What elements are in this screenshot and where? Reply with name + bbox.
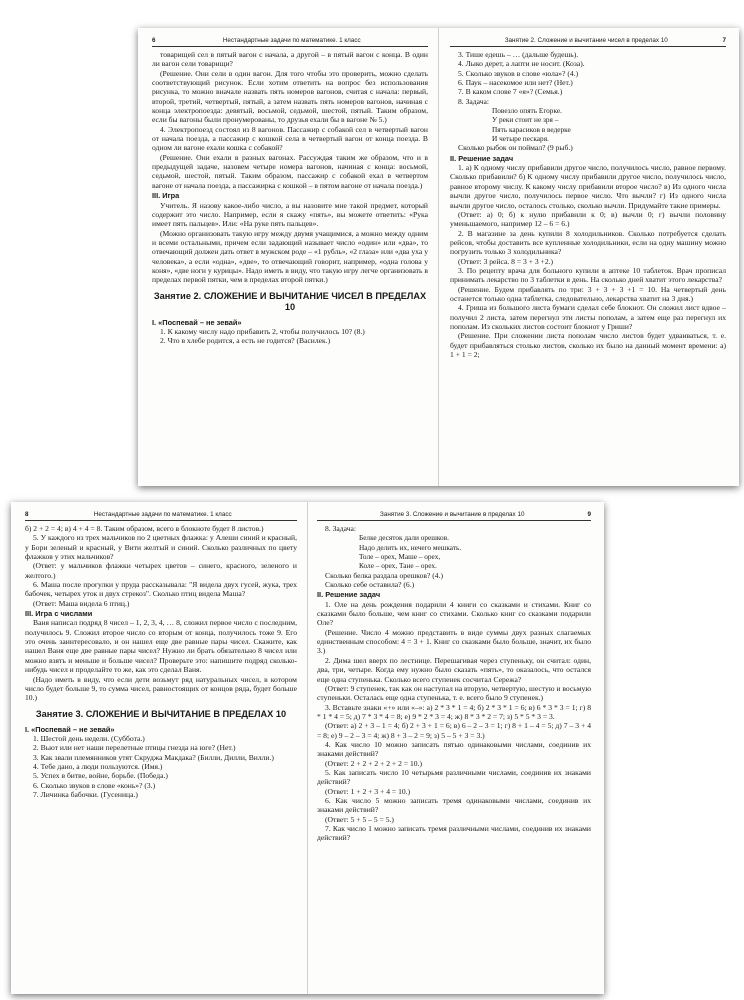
- verse-line: Толе – орех, Маше – орех,: [359, 552, 441, 562]
- page-9: [317, 502, 591, 994]
- page-body: [152, 50, 428, 346]
- question-item: 1. Шестой день недели. (Суббота.): [33, 733, 145, 743]
- paragraph: (Решение. Будем прибавлять по три: 3 + 3 + 3 +1 = 10. На четвертый день останется только одна таблетка, следовательно, лекарства хватит на 3 дня.): [450, 284, 726, 303]
- page-fold: [438, 28, 439, 486]
- verse-line: И четыре пескаря.: [492, 134, 549, 144]
- page-number: 9: [587, 511, 591, 518]
- paragraph: (Решение. При сложении листа пополам число листов будет удваиваться, т. е. будет прибавляться столько листов, сколько их было на данный момент времени: а) 1 + 1 = 2;: [450, 331, 726, 359]
- paragraph: (Можно организовать такую игру между двумя учащимися, а можно между одним и всеми остальными, причем если задающий называет число «один» или «два», то отвечающий должен дать ответ в мужском роде – «1 рубль», «2 глаза» или «два уха у человека», а если «одна», «две», то отвечающий говорит, например, «одна голова у коня», «две ноги у курицы». Надо иметь в виду, что такую игру легче организовать в пределах первой пятки, чем в пределах второй пятки.): [152, 228, 428, 285]
- question-item: 6. Сколько звуков в слове «конь»? (3.): [33, 780, 156, 790]
- running-head-title: Занятие 3. Сложение и вычитание в пределах 10: [380, 511, 525, 518]
- paragraph: (Ответ: Маша видела 6 птиц.): [33, 598, 130, 608]
- running-header: [450, 36, 726, 47]
- page-fold: [307, 502, 308, 994]
- question-item: 6. Паук – насекомое или нет? (Нет.): [458, 78, 573, 88]
- page-7: [450, 28, 726, 486]
- page-8: [25, 502, 297, 994]
- paragraph: (Решение. Они ехали в разных вагонах. Рассуждая таким же образом, что и в предыдущей задаче, назовем четыре номера вагонов, начиная с конца: восьмой, седьмой, шестой, пятый. Таким образом, пассажир с собакой ехал в четвертом вагоне от начала поезда, а пассажирка с кошкой – в пятом вагоне от начала поезда.): [152, 152, 428, 190]
- question-item: 2. Что в хлебе родится, а есть не годится? (Василек.): [160, 336, 331, 346]
- book-spread-pages-6-7: [138, 28, 739, 486]
- question-item: 7. Личинка бабочки. (Гусеница.): [33, 789, 138, 799]
- running-header: [152, 36, 428, 47]
- paragraph: 3. По рецепту врача для больного купили в аптеке 10 таблеток. Врач прописал принимать лекарство по 3 таблетки в день. На сколько дней хватит этого лекарства?: [450, 265, 726, 285]
- paragraph: (Надо иметь в виду, что если дети возьмут ряд натуральных чисел, в котором число будет больше 9, то сумма чисел, равностоящих от концов ряда, будет больше 10.): [25, 674, 297, 703]
- paragraph: товарищей сел в пятый вагон с начала, а другой – в пятый вагон с конца. В один ли вагон сели товарищи?: [152, 50, 428, 69]
- page-body: [317, 524, 591, 843]
- page-number: 8: [25, 511, 29, 518]
- chapter-title: Занятие 3. СЛОЖЕНИЕ И ВЫЧИТАНИЕ В ПРЕДЕЛАХ 10: [35, 708, 287, 719]
- question-item: 3. Как звали племянников утят Скруджа Макдака? (Билли, Дилли, Вилли.): [33, 752, 274, 762]
- section-heading: I. «Поспевай – не зевай»: [25, 724, 115, 734]
- book-spread-pages-8-9: [11, 502, 604, 994]
- section-heading: II. Решение задач: [317, 590, 381, 600]
- paragraph: 6. Как число 5 можно записать тремя одинаковыми числами, соединив их знаками действий?: [317, 795, 591, 815]
- question-item: 5. Успех в битве, войне, борьбе. (Победа.): [33, 771, 168, 781]
- section-heading: I. «Поспевай – не зевай»: [152, 317, 242, 327]
- paragraph: (Ответ: 2 + 2 + 2 + 2 + 2 = 10.): [325, 758, 422, 768]
- paragraph: 3. Вставьте знаки «+» или «–»: а) 2 * 3 * 1 = 4; б) 2 * 3 * 1 = 6; в) 6 * 3 * 3 = 1; г) 8 * 1 * 4 = 5; д) 7 * 3 * 4 = 8; е) 9 * 2 * 3 = 4; ж) 8 * 3 * 2 = 7; з) 5 * 5 * 3 = 3.: [317, 702, 591, 721]
- verse-line: У реки стоит не зря –: [492, 115, 559, 125]
- running-head-title: Нестандартные задачи по математике. 1 класс: [93, 511, 232, 518]
- paragraph: Ваня написал подряд 8 чисел – 1, 2, 3, 4, … 8, сложил первое число с последним, получилось 9. Сложил второе число со вторым от конца, получилось тоже 9. Его это очень заинтересовало, и он нашел еще две равные пары чисел. Скажите, как нашел Ваня еще две равные пары чисел? Нужно ли брать обязательно 8 чисел или можно взять и меньше и больше чисел? Проверьте это: напишите подряд сколько-нибудь чисел и проделайте то же, как это сделал Ваня.: [25, 618, 297, 675]
- paragraph: (Ответ: 5 + 5 – 5 = 5.): [325, 814, 394, 824]
- paragraph: (Ответ: 9 ступенек, так как он наступал на вторую, четвертую, шестую и восьмую ступеньки. Осталась еще одна ступенька, т. е. всего было 9 ступенек.): [317, 683, 591, 703]
- paragraph: 5. Как записать число 10 четырьмя различными числами, соединив их знаками действий?: [317, 767, 591, 787]
- question-item: 7. В каком слове 7 «я»? (Семья.): [458, 87, 563, 97]
- paragraph: 5. У каждого из трех мальчиков по 2 цветных флажка: у Алеши синий и красный, у Бори зеленый и красный, у Вити желтый и синий. Сколько различных по цвету флажков у этих мальчиков?: [25, 533, 297, 562]
- paragraph: Сколько белка раздала орешков? (4.): [325, 570, 443, 580]
- page-body: [450, 50, 726, 359]
- verse-line: Пять карасиков в ведерке: [492, 124, 571, 134]
- paragraph: 4. Электропоезд состоял из 8 вагонов. Пассажир с собакой сел в четвертый вагон от начала поезда, а пассажир с кошкой села в четвертый вагон от конца поезда. В одном ли вагоне ехали кошка с собакой?: [152, 124, 428, 153]
- paragraph: Сколько рыбок он поймал? (9 рыб.): [458, 143, 573, 153]
- paragraph: Сколько себе оставила? (6.): [325, 580, 415, 590]
- paragraph: 1. а) К одному числу прибавили другое число, получилось число, равное первому. Сколько прибавили? б) К одному числу прибавили другое число, получилось число, равное второму числу. К какому числу прибавили второе число? в) Из одного числа вычли другое число, получилось первое число. Что вычли? г) Из одного числа вычли другое число, осталось столько, сколько вычли. Придумайте такие примеры.: [450, 163, 726, 210]
- paragraph: (Решение. Они сели в один вагон. Для того чтобы это проверить, можно сделать соответствующий рисунок. Если хотим ответить на вопрос без использования рисунка, то можно вначале назвать пять номеров вагонов, считая с начала: первый, второй, третий, четвертый, пятый, а затем назвать пять номеров вагонов, начиная с конца электропоезда: девятый, восьмой, седьмой, шестой, пятый. Таким образом, если бы вагоны были пронумерованы, то друзья ехали бы в вагоне № 5.): [152, 68, 428, 125]
- verse-line: Белке десяток дали орешков.: [359, 533, 449, 543]
- paragraph: (Ответ: у мальчиков флажки четырех цветов – синего, красного, зеленого и желтого.): [25, 561, 297, 580]
- verse-line: Надо делить их, нечего мешкать.: [359, 542, 462, 552]
- page-number: 6: [152, 37, 156, 44]
- paragraph: 2. Дима шел вверх по лестнице. Перешагивая через ступеньку, он считал: один, два, три, четыре. Когда ему нужно было сказать «пять», то оказалось, что остался еще одна ступенька. Сколько всего ступенек сосчитал Сережа?: [317, 655, 591, 684]
- paragraph: (Ответ: а) 2 + 3 – 1 = 4; б) 2 + 3 + 1 = 6; в) 6 – 2 – 3 = 1; г) 8 + 1 – 4 = 5; д) 7 – 3 + 4 = 8; е) 9 – 2 – 3 = 4; ж) 8 + 3 – 2 = 9; з) 5 – 5 + 3 = 3.): [317, 721, 591, 740]
- paragraph: (Ответ: 1 + 2 + 3 + 4 = 10.): [325, 786, 411, 796]
- paragraph: б) 2 + 2 = 4; в) 4 + 4 = 8. Таким образом, всего в блокноте будет 8 листов.): [25, 524, 264, 533]
- running-head-title: Занятие 2. Сложение и вычитание чисел в пределах 10: [504, 37, 668, 44]
- paragraph: 6. Маша после прогулки у пруда рассказывала: "Я видела двух гусей, жука, трех бабочек, четырех уток и двух стрекоз". Сколько птиц видела Маша?: [25, 580, 297, 599]
- paragraph: 1. Оле на день рождения подарили 4 книги со сказками и стихами. Книг со сказками было больше, чем книг со стихами. Сколько книг со сказками подарили Оле?: [317, 599, 591, 628]
- page-number: 7: [722, 37, 726, 44]
- running-head-title: Нестандартные задачи по математике. 1 класс: [222, 37, 361, 44]
- paragraph: 7. Как число 1 можно записать тремя различными числами, соединив их знаками действий?: [317, 824, 591, 843]
- question-item: 2. Вьют или нет наши перелетные птицы гнезда на юге? (Нет.): [33, 743, 236, 753]
- verse-line: Коле – орех, Тане – орех.: [359, 561, 437, 571]
- chapter-title: Занятие 2. СЛОЖЕНИЕ И ВЫЧИТАНИЕ ЧИСЕЛ В ПРЕДЕЛАХ 10: [153, 290, 427, 312]
- running-header: [317, 510, 591, 521]
- page-6: [152, 28, 428, 486]
- question-item: 8. Задача:: [458, 96, 489, 106]
- running-header: [25, 510, 297, 521]
- question-item: 5. Сколько звуков в слове «юла»? (4.): [458, 68, 579, 78]
- paragraph: (Ответ: 3 рейса. 8 = 3 + 3 +2.): [458, 256, 554, 266]
- question-item: 8. Задача:: [325, 524, 356, 533]
- paragraph: Учитель. Я назову какое-либо число, а вы назовите мне такой предмет, который содержит это число. Например, если я скажу «пять», вы можете ответить: «Рука имеет пять пальцев». Или: «На руке пять пальцев».: [152, 200, 428, 229]
- paragraph: 4. Гриша из большого листа бумаги сделал себе блокнот. Он сложил лист вдвое – получил 2 листа, затем перегнул эти листы пополам, а затем еще раз перегнул их пополам. Из скольких листов состоит блокнот у Гриши?: [450, 303, 726, 331]
- section-heading: III. Игра с числами: [25, 609, 93, 619]
- section-heading: III. Игра: [152, 191, 180, 201]
- question-item: 4. Тебе дано, а люди пользуются. (Имя.): [33, 761, 163, 771]
- paragraph: (Ответ: а) 0; б) к нулю прибавили к 0; в) вычли 0; г) вычли половину уменьшаемого, например 12 – 6 = 6.): [450, 209, 726, 229]
- paragraph: 4. Как число 10 можно записать пятью одинаковыми числами, соединив их знаками действий?: [317, 739, 591, 759]
- verse-line: Повезло опять Егорке.: [492, 106, 562, 116]
- section-heading: II. Решение задач: [450, 153, 514, 163]
- question-item: 1. К какому числу надо прибавить 2, чтобы получилось 10? (8.): [160, 326, 365, 336]
- paragraph: (Решение. Число 4 можно представить в виде суммы двух разных слагаемых единственным способом: 4 = 3 + 1. Книг со сказками было больше, значит, их было 3.): [317, 627, 591, 656]
- question-item: 4. Лыко дерет, а лапти не носит. (Коза).: [458, 59, 585, 69]
- page-body: [25, 524, 297, 799]
- paragraph: 2. В магазине за день купили 8 холодильников. Сколько потребуется сделать рейсов, чтобы доставить все купленные холодильники, если на одну машину можно погрузить только 3 холодильника?: [450, 228, 726, 257]
- question-item: 3. Тише едешь – … (дальше будешь).: [458, 50, 579, 59]
